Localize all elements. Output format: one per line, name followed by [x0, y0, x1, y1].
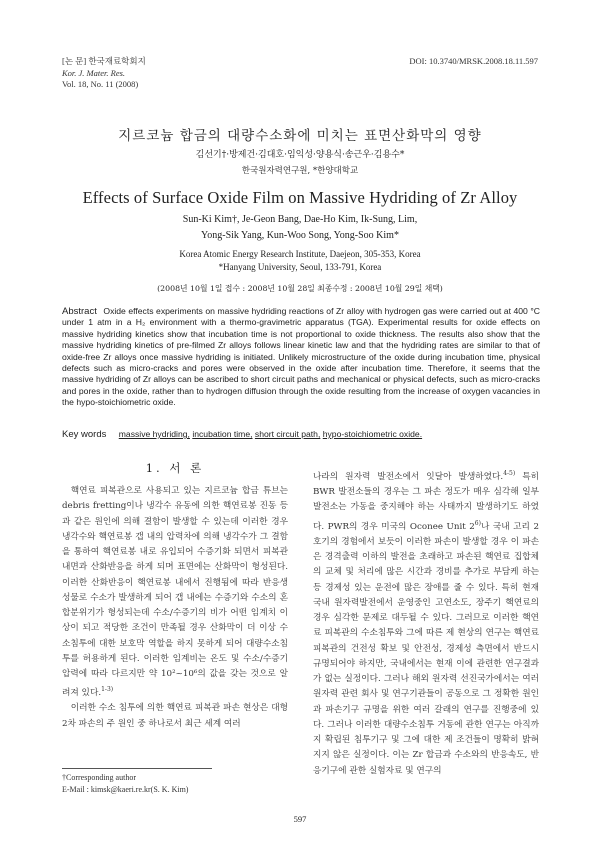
title-english: Effects of Surface Oxide Film on Massive Hydriding of Zr Alloy — [82, 188, 518, 207]
affiliation-english-line2: *Hanyang University, Seoul, 133-791, Korea — [218, 262, 382, 272]
submission-dates: (2008년 10월 1일 접수 : 2008년 10월 28일 최종수정 : 2008년 10월 29일 채택) — [157, 284, 443, 293]
authors-korean: 김선기†·방제건·김대호·임익성·양용식·송근우·김용수* — [195, 150, 405, 160]
keyword: incubation time, — [192, 429, 253, 439]
keyword: hypo-stoichiometric oxide. — [322, 429, 423, 439]
keywords — [62, 429, 422, 440]
page-number: 597 — [293, 814, 307, 824]
authors-english — [0, 212, 600, 244]
journal-name-en: Kor. J. Mater. Res. — [62, 67, 126, 78]
corresponding-author: †Corresponding author — [62, 773, 136, 782]
keywords-label: Key words — [62, 429, 107, 440]
affiliation-english-line1: Korea Atomic Energy Research Institute, Daejeon, 305-353, Korea — [179, 249, 421, 259]
footnote-divider — [62, 768, 212, 769]
paragraph: 핵연료 피복관으로 사용되고 있는 지르코늄 합금 튜브는 debris fretting이나 냉각수 유동에 의한 핵연료봉 진동 등과 같은 원인에 의해 결함이 발생할 수 있는데 이러한 경우 냉각수와 핵연료봉 갭 내의 압력차에 의해 냉각수가 그 결함을 통하여 핵연료봉 내로 유입되어 수증기화 되면서 피복관 내면과 산화반응을 하게 되며 표면에는 산화막이 형성된다. 이러한 산화반응이 핵연료봉 내에서 진행됨에 따라 반응생성물로 수소가 발생하게 되어 갭 내에는 수증기와 수소의 혼합분위기가 형성되는데 수소/수증기의 비가 어떤 임계치 이상이 되고 적당한 조건이 만족될 경우 산화막이 더 이상 수소침투에 대한 보호막 역할을 하지 못하게 되어 대량수소침투를 허용하게 된다. 이러한 임계비는 온도 및 수소/수증기 압력에 따라 다르지만 약 10²~10⁶의 값을 갖는 것으로 알려져 있다.$^{1-3)}$ — [62, 486, 288, 699]
journal-name-ko: [논 문] 한국재료학회지 — [62, 56, 146, 66]
journal-header — [62, 56, 146, 91]
author-email: E-Mail : kimsk@kaeri.re.kr(S. K. Kim) — [62, 784, 189, 794]
authors-english-line2: Yong-Sik Yang, Kun-Woo Song, Yong-Soo Kim* — [201, 230, 399, 241]
body-right-column — [313, 466, 539, 779]
abstract-label: Abstract — [62, 306, 97, 317]
footnote — [62, 772, 188, 795]
paragraph: 이러한 수소 침투에 의한 핵연료 피복관 파손 현상은 대형 2차 파손의 주 원인 중 하나로서 최근 세계 여러 — [62, 703, 288, 729]
keyword: massive hydriding, — [118, 429, 190, 439]
affiliation-english — [0, 248, 600, 274]
body-left-column — [62, 484, 288, 732]
section-title: 1. 서 론 — [145, 461, 205, 475]
doi[interactable]: DOI: 10.3740/MRSK.2008.18.11.597 — [409, 56, 538, 66]
affiliation-korean: 한국원자력연구원, *한양대학교 — [241, 166, 359, 176]
authors-english-line1: Sun-Ki Kim†, Je-Geon Bang, Dae-Ho Kim, Ik-Sung, Lim, — [182, 214, 418, 225]
abstract-text: Oxide effects experiments on massive hydriding reactions of Zr alloy with hydrogen gas were carried out at 400 °C under 1 atm in a H₂ environment with a thermo-gravimetric apparatus (TGA). Experimental results for oxide effects on massive hydriding kinetics show that incubation time is not proportional to oxide thickness. The results also show that the massive hydriding kinetics of pre-filmed Zr alloys follows linear kinetic law and that the hydriding rates are similar to that of oxide-free Zr alloys once massive hydriding is initiated. Unlikely microstructure of the oxide during incubation time, physical defects such as micro-cracks and pores were observed in the oxide after incubation time. Therefore, it seems that the massive hydriding of Zr alloys can be ascribed to short circuit paths and mechanical or physical defects, such as micro-cracks and pores in the oxide, rather than to hydrogen diffusion through the oxide resulting from the increase of oxygen vacancies in the hypo-stoichiometric oxide. — [62, 306, 540, 408]
title-korean: 지르코늄 합금의 대량수소화에 미치는 표면산화막의 영향 — [118, 128, 482, 144]
journal-volume: Vol. 18, No. 11 (2008) — [62, 79, 139, 89]
keyword: short circuit path, — [254, 429, 321, 439]
paragraph: 나라의 원자력 발전소에서 잇달아 발생하였다.$^{4-5)}$ 특히 BWR 발전소들의 경우는 그 파손 정도가 매우 심각해 일부 발전소는 가동을 중지해야 하는 사태까지 발생하기도 하였다. PWR의 경우 미국의 Oconee Unit 2$^{6)}$나 국내 고리 2호기의 경험에서 보듯이 이러한 파손이 발생할 경우 이 파손은 경격출력 이하의 발전을 초래하고 파손된 핵연료 집합체의 교체 및 처리에 많은 시간과 경비를 추가로 부담케 하는 등 경제성 있는 운전에 많은 장애를 줄 수 있다. 특히 현재 국내 원자력발전에서 운영중인 고연소도, 장주기 핵연료의 경우 심각한 문제로 대두될 수 있다. 그러므로 이러한 핵연료 피복관의 수소침투와 그에 따른 제 현상의 연구는 핵연료 피복관의 건전성 확보 및 안전성, 경제성 측면에서 반드시 규명되어야 하지만, 국내에서는 현재 이에 관련한 연구결과가 없는 실정이다. 그러나 해외 원자력 선진국가에서는 여러 원자력 관련 회사 및 연구기관들이 공동으로 그 정확한 원인과 파손기구 규명을 위한 여러 갈래의 연구를 진행중에 있다. 그러나 이러한 대량수소침투 거동에 관한 연구는 아직까지 확립된 침투기구 및 그에 대한 제 조건들이 명확히 밝혀지지 않은 실정이다. 이는 Zr 합금과 수소와의 반응속도, 반응기구에 관한 실험자료 및 연구의 — [313, 470, 539, 776]
abstract — [62, 306, 540, 409]
